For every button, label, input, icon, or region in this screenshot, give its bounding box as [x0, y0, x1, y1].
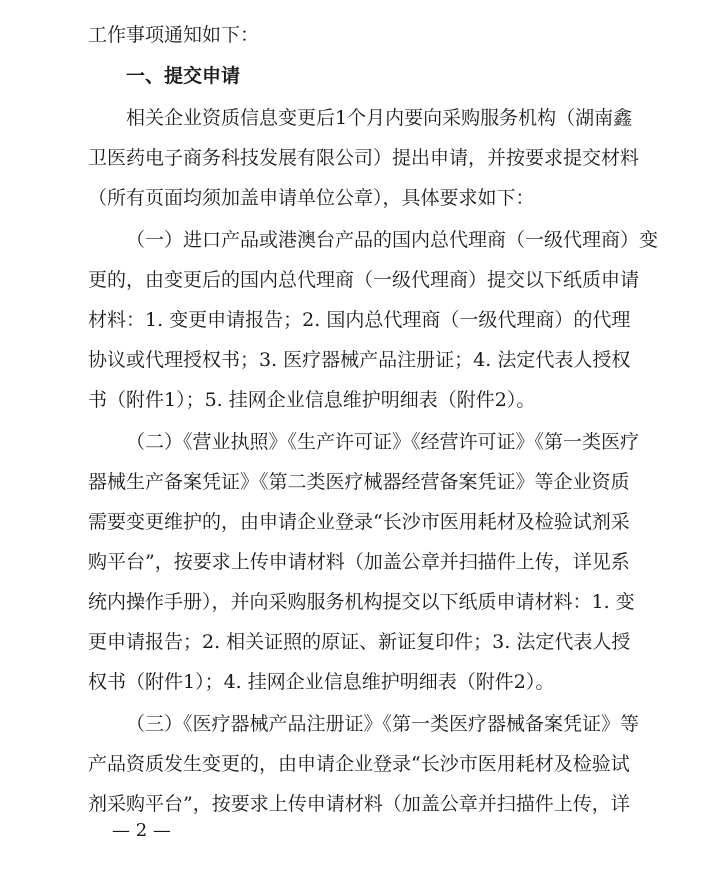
text-line: 更的，由变更后的国内总代理商（一级代理商）提交以下纸质申请	[88, 269, 640, 291]
text-line: 工作事项通知如下：	[88, 24, 260, 46]
text-line: 购平台”，按要求上传申请材料（加盖公章并扫描件上传，详见系	[88, 551, 630, 573]
text-line: 更申请报告；2. 相关证照的原证、新证复印件；3. 法定代表人授	[88, 631, 631, 653]
text-line: （三）《医疗器械产品注册证》《第一类医疗器械备案凭证》等	[126, 713, 640, 735]
text-line: 剂采购平台”，按要求上传申请材料（加盖公章并扫描件上传，详	[88, 793, 630, 815]
text-line: 需要变更维护的，由申请企业登录“长沙市医用耗材及检验试剂采	[88, 511, 630, 533]
text-line: 卫医药电子商务科技发展有限公司）提出申请，并按要求提交材料	[88, 147, 640, 169]
text-line: （一）进口产品或港澳台产品的国内总代理商（一级代理商）变	[126, 229, 659, 251]
section-heading: 一、提交申请	[126, 65, 241, 87]
text-line: 权书（附件1）；4. 挂网企业信息维护明细表（附件2）。	[88, 671, 555, 693]
text-line: （二）《营业执照》《生产许可证》《经营许可证》《第一类医疗	[126, 431, 640, 453]
text-line: 协议或代理授权书；3. 医疗器械产品注册证；4. 法定代表人授权	[88, 349, 631, 371]
text-line: 统内操作手册），并向采购服务机构提交以下纸质申请材料：1. 变	[88, 591, 635, 613]
text-line: 材料：1. 变更申请报告；2. 国内总代理商（一级代理商）的代理	[88, 309, 631, 331]
text-line: 书（附件1）；5. 挂网企业信息维护明细表（附件2）。	[88, 389, 536, 411]
text-line: 相关企业资质信息变更后1个月内要向采购服务机构（湖南鑫	[126, 107, 633, 129]
text-line: 产品资质发生变更的，由申请企业登录“长沙市医用耗材及检验试	[88, 753, 630, 775]
text-line: （所有页面均须加盖申请单位公章），具体要求如下：	[88, 187, 535, 209]
text-line: 器械生产备案凭证》《第二类医疗械器经营备案凭证》等企业资质	[88, 471, 630, 493]
page-number: — 2 —	[112, 820, 171, 841]
